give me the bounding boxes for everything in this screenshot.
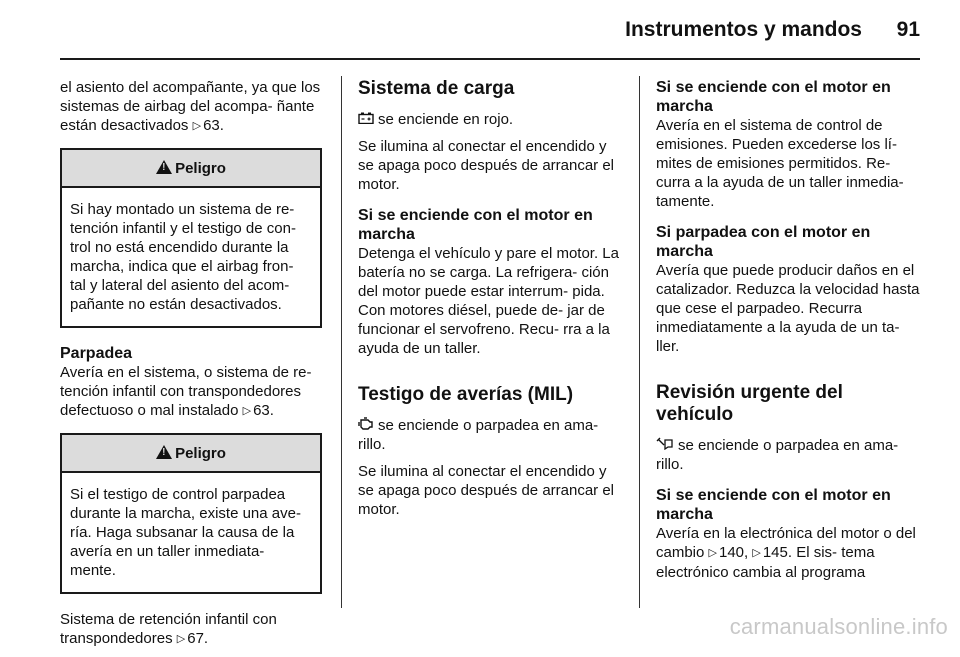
child-seat-paragraph: Sistema de retención infantil con transpondedores ▷ 67. xyxy=(60,611,277,647)
sub-heading: Si parpadea con el motor en marcha xyxy=(656,224,871,260)
sub-heading: Si se enciende con el motor en marcha xyxy=(656,487,891,523)
page-reference[interactable]: ▷ 140, xyxy=(708,544,749,561)
page-title: Instrumentos y mandos xyxy=(625,18,862,41)
column-2 xyxy=(358,78,626,527)
charge-paragraph: Se ilumina al conectar el encendido y se apaga poco después de arrancar el motor. xyxy=(358,138,615,193)
page-number: 91 xyxy=(896,18,920,41)
mil-paragraph: Se ilumina al conectar el encendido y se apaga poco después de arrancar el motor. xyxy=(358,463,615,518)
section-heading: Sistema de carga xyxy=(358,78,515,99)
page-reference[interactable]: ▷ 145. xyxy=(752,544,793,561)
ref-arrow-icon: ▷ xyxy=(752,547,761,559)
page-reference[interactable]: ▷ 67. xyxy=(176,630,209,647)
ref-arrow-icon: ▷ xyxy=(708,547,717,559)
page-reference[interactable]: ▷ 63. xyxy=(242,402,274,419)
section-heading: Revisión urgente del vehículo xyxy=(656,382,843,425)
danger-box xyxy=(60,148,322,328)
sub-heading: Si se enciende con el motor en marcha xyxy=(358,207,593,243)
section-heading: Parpadea xyxy=(60,345,133,362)
danger-box-text: Si hay montado un sistema de re- tención infantil y el testigo de con- trol no está encendido durante la marcha, indica que el airbag fron- tal y lateral del asiento del acom- pañante no están desactivados. xyxy=(70,201,296,313)
service-indicator-line: se enciende o parpadea en ama- rillo. xyxy=(656,437,899,473)
engine-icon xyxy=(358,416,374,435)
lit-paragraph: Avería en el sistema de control de emisiones. Pueden excederse los lí- mites de emisiones permitidos. Re- curra a la ayuda de un taller inmedia- tamente. xyxy=(656,117,904,210)
danger-box-header: ! Peligro xyxy=(62,150,320,188)
column-divider-2 xyxy=(639,76,640,608)
mil-indicator-line: se enciende o parpadea en ama- rillo. xyxy=(358,417,599,453)
service-sub-paragraph: Avería en la electrónica del motor o del cambio ▷ 140, ▷ 145. El sis- tema electrónico cambia al programa xyxy=(656,525,916,581)
charge-indicator-line: se enciende en rojo. xyxy=(358,110,626,129)
danger-box-header: ! Peligro xyxy=(62,435,320,473)
section-heading: Testigo de averías (MIL) xyxy=(358,384,574,405)
ref-arrow-icon: ▷ xyxy=(176,633,186,645)
blink-paragraph: Avería que puede producir daños en el catalizador. Reduzca la velocidad hasta que cese el parpadeo. Recurra inmediatamente a la ayuda de un ta- ller. xyxy=(656,262,920,355)
service-wrench-icon xyxy=(656,436,674,455)
page-header xyxy=(0,18,920,48)
blink-paragraph: Avería en el sistema, o sistema de re- tención infantil con transpondedores defectuoso o mal instalado ▷ 63. xyxy=(60,364,312,419)
ref-arrow-icon: ▷ xyxy=(242,405,252,417)
danger-box xyxy=(60,433,322,594)
warning-triangle-icon xyxy=(156,445,172,459)
column-divider-1 xyxy=(341,76,342,608)
battery-icon xyxy=(358,110,374,129)
column-1 xyxy=(60,78,322,657)
intro-paragraph: el asiento del acompañante, ya que los sistemas de airbag del acompa- ñante están desactivados ▷ 63. xyxy=(60,79,321,134)
page-reference[interactable]: ▷ 63. xyxy=(192,117,224,134)
header-divider xyxy=(60,58,920,60)
column-3 xyxy=(656,78,924,590)
ref-arrow-icon: ▷ xyxy=(192,120,202,132)
sub-heading: Si se enciende con el motor en marcha xyxy=(656,79,891,115)
danger-box-text: Si el testigo de control parpadea durante la marcha, existe una ave- ría. Haga subsanar la causa de la avería en un taller inmediata- mente. xyxy=(70,486,301,579)
warning-triangle-icon xyxy=(156,160,172,174)
watermark: carmanualsonline.info xyxy=(729,614,948,639)
charge-sub-paragraph: Detenga el vehículo y pare el motor. La batería no se carga. La refrigera- ción del motor puede estar interrum- pida. Con motores diésel, puede de- jar de funcionar el servofreno. Recu- rra a la ayuda de un taller. xyxy=(358,245,619,357)
